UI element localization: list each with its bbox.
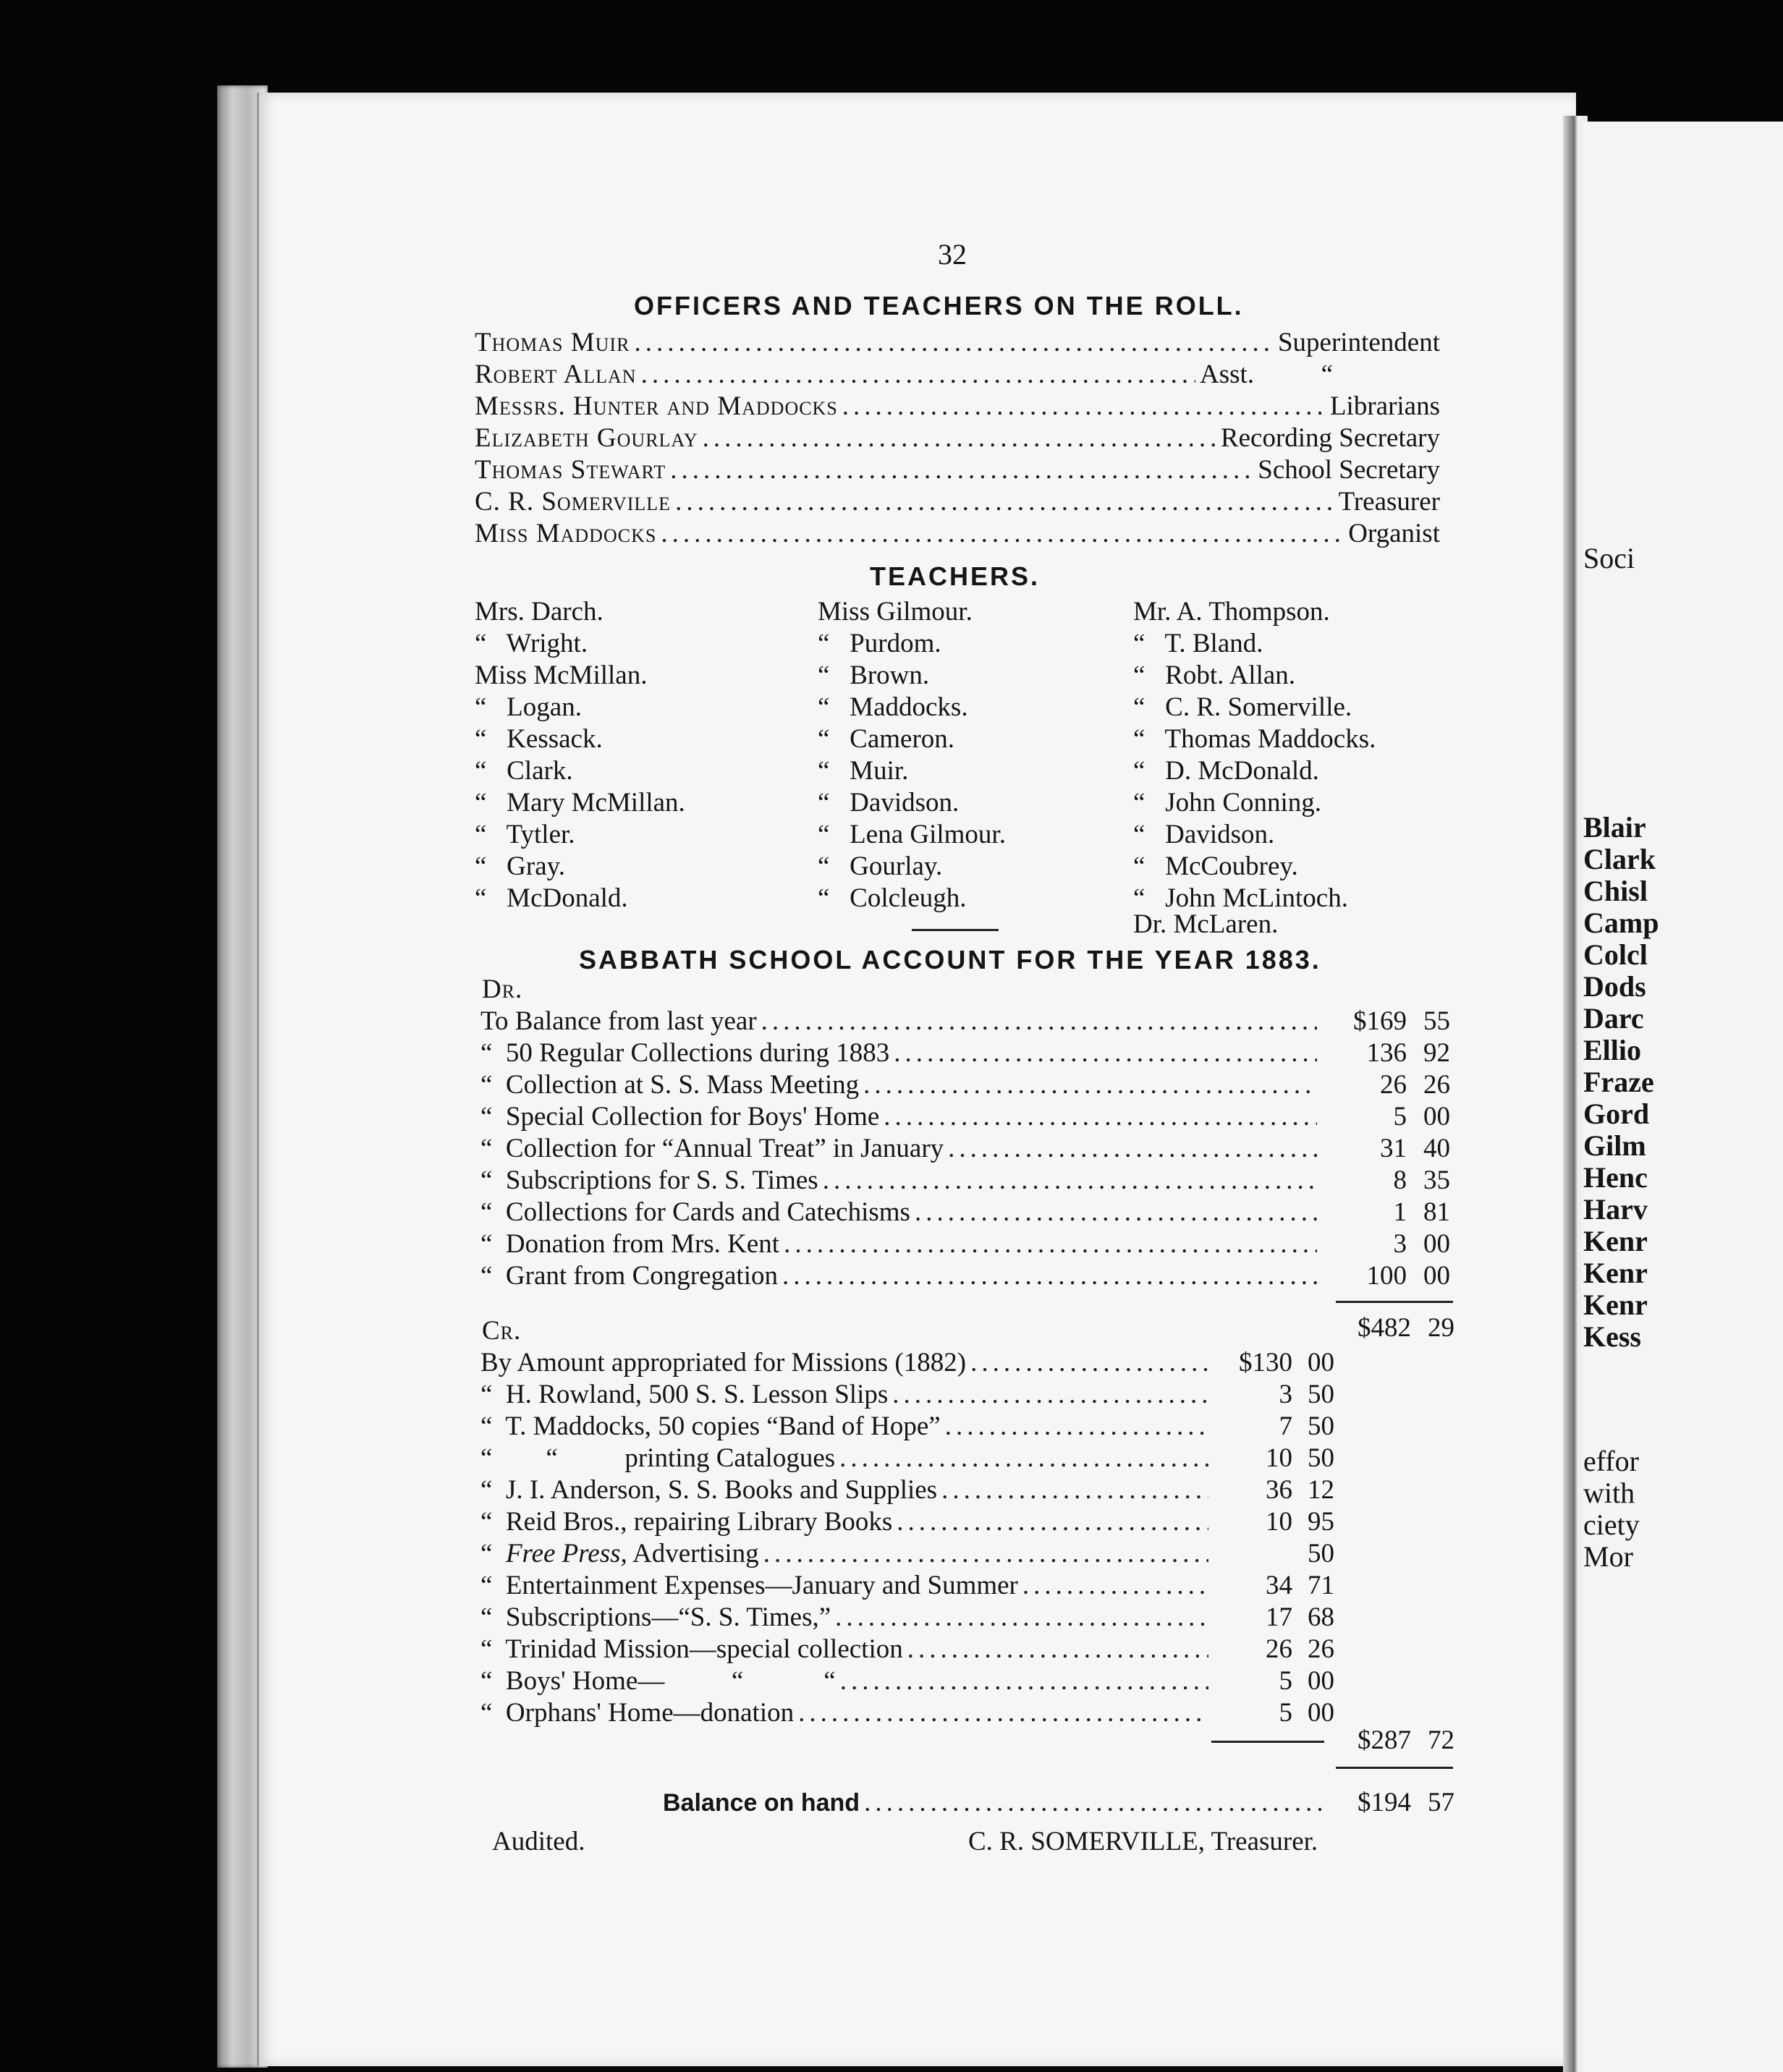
entry-description: “ Special Collection for Boys' Home [480,1102,880,1131]
entry-cents: 50 [1308,1411,1334,1441]
dot-leader [863,1069,1317,1101]
balance-cents: 57 [1428,1788,1454,1817]
total-cents: 72 [1428,1725,1454,1755]
credit-row [480,1379,1334,1411]
credit-row [480,1347,1334,1379]
entry-cents: 00 [1308,1348,1334,1377]
dot-leader [884,1101,1317,1133]
dot-leader [897,1506,1208,1538]
facing-page-word: Henc [1583,1161,1648,1194]
teacher-name: “ John McLintoch. [1133,883,1348,913]
entry-cents: 12 [1308,1475,1334,1505]
officer-role: Superintendent [1277,328,1440,357]
dot-leader [894,1037,1317,1069]
entry-dollars: 3 [1393,1229,1407,1259]
entry-dollars: 17 [1266,1602,1292,1632]
teacher-name: “ Davidson. [1133,820,1275,849]
entry-dollars: 26 [1380,1070,1407,1100]
entry-dollars: 5 [1279,1666,1292,1696]
teacher-name: “ C. R. Somerville. [1133,692,1352,722]
entry-description: “ Collection for “Annual Treat” in January [480,1134,944,1163]
facing-page-word: Kenr [1583,1288,1648,1321]
entry-cents: 35 [1423,1166,1450,1195]
entry-dollars: $130 [1239,1348,1292,1377]
facing-page-word: Chisl [1583,875,1648,907]
total-cents: 29 [1428,1313,1454,1343]
debit-row [480,1228,1450,1260]
debit-row [480,1069,1450,1101]
dot-leader [661,518,1344,550]
dot-leader [641,359,1195,391]
credit-row [480,1665,1334,1697]
officer-role: Recording Secretary [1220,423,1440,453]
entry-dollars: 5 [1279,1698,1292,1728]
facing-page-word: Mor [1583,1540,1633,1573]
entry-cents: 55 [1423,1006,1450,1036]
facing-page-word: Dods [1583,970,1646,1003]
credit-label: Cr. [482,1316,522,1346]
teacher-name: “ Davidson. [818,788,960,818]
teacher-name: “ D. McDonald. [1133,756,1319,786]
facing-page-word: with [1583,1477,1635,1509]
entry-dollars: $169 [1353,1006,1407,1036]
entry-prefix: “ [480,1539,506,1568]
facing-page-word: Harv [1583,1193,1648,1226]
officer-role: Librarians [1329,391,1440,421]
entry-dollars: 8 [1393,1166,1407,1195]
teacher-name: Miss McMillan. [475,661,648,690]
credit-row [480,1538,1334,1570]
facing-page-word: ciety [1583,1508,1640,1541]
entry-cents: 71 [1308,1571,1334,1600]
entry-dollars: 36 [1266,1475,1292,1505]
dot-leader [915,1197,1317,1228]
entry-description: “ “ printing Catalogues [480,1443,836,1473]
teacher-name: “ Cameron. [818,724,955,754]
officer-name: Thomas Muir [475,328,630,357]
credit-row [480,1474,1334,1506]
dot-leader [842,391,1326,423]
dot-leader [839,1443,1208,1474]
debit-row [480,1133,1450,1165]
facing-page-word: Soci [1583,542,1635,574]
facing-page-word: effor [1583,1445,1639,1477]
entry-description: “ H. Rowland, 500 S. S. Lesson Slips [480,1380,889,1409]
facing-page-word: Kenr [1583,1257,1648,1289]
subtotal-rule [1211,1741,1324,1743]
entry-cents: 00 [1308,1698,1334,1728]
entry-dollars: 26 [1266,1634,1292,1664]
teacher-name: “ T. Bland. [1133,629,1263,658]
teacher-name: “ Mary McMillan. [475,788,685,818]
page-number: 32 [938,238,967,271]
dot-leader [892,1379,1208,1411]
entry-description: Advertising [627,1539,759,1568]
entry-description: “ Subscriptions—“S. S. Times,” [480,1602,831,1632]
entry-dollars: 5 [1393,1102,1407,1131]
entry-description: “ Subscriptions for S. S. Times [480,1166,818,1195]
dot-leader [761,1006,1317,1037]
section-divider [912,929,999,931]
dot-leader [970,1347,1208,1379]
entry-description: “ Collections for Cards and Catechisms [480,1197,910,1227]
dot-leader [907,1634,1208,1665]
debit-row [480,1260,1450,1292]
officer-name: Elizabeth Gourlay [475,423,698,453]
total-dollars: $287 [1358,1725,1411,1755]
entry-dollars: 7 [1279,1411,1292,1441]
dot-leader [823,1165,1317,1197]
facing-page-word: Blair [1583,811,1646,844]
entry-dollars: 10 [1266,1507,1292,1537]
officer-row [475,486,1440,518]
dot-leader [634,327,1274,359]
dot-leader [835,1602,1208,1634]
entry-cents: 26 [1423,1070,1450,1100]
entry-dollars: 1 [1393,1197,1407,1227]
entry-dollars: 100 [1366,1261,1407,1291]
dot-leader [782,1260,1317,1292]
balance-row [663,1787,1454,1819]
teacher-name: “ Gourlay. [818,852,943,881]
officer-name: Miss Maddocks [475,519,657,548]
teacher-name: Mrs. Darch. [475,597,603,627]
teacher-name: “ Logan. [475,692,582,722]
entry-cents: 50 [1308,1443,1334,1473]
teacher-name: “ John Conning. [1133,788,1322,818]
dot-leader [948,1133,1317,1165]
officers-heading: OFFICERS AND TEACHERS ON THE ROLL. [634,291,1244,320]
dot-leader [945,1411,1208,1443]
teacher-name: “ Maddocks. [818,692,968,722]
officer-role: Asst. “ [1200,360,1333,389]
officer-role: Treasurer [1338,487,1440,517]
total-rule [1336,1301,1453,1303]
facing-page-word: Fraze [1583,1066,1654,1098]
credit-row [480,1697,1334,1729]
balance-label: Balance on hand [663,1789,860,1817]
entry-dollars: 34 [1266,1571,1292,1600]
teacher-name: “ McDonald. [475,883,628,913]
officer-row [475,423,1440,454]
audited-label: Audited. [492,1827,585,1856]
entry-dollars: 136 [1366,1038,1407,1068]
facing-page-word: Ellio [1583,1034,1642,1066]
officer-name: Thomas Stewart [475,455,666,485]
entry-description: “ Entertainment Expenses—January and Summer [480,1571,1018,1600]
dot-leader [1022,1570,1208,1602]
credit-row [480,1411,1334,1443]
entry-dollars: 10 [1266,1443,1292,1473]
facing-page-word: Darc [1583,1002,1644,1035]
account-heading: SABBATH SCHOOL ACCOUNT FOR THE YEAR 1883. [579,945,1321,975]
entry-description: “ Collection at S. S. Mass Meeting [480,1070,860,1100]
entry-cents: 68 [1308,1602,1334,1632]
entry-description: “ Grant from Congregation [480,1261,778,1291]
entry-description: By Amount appropriated for Missions (1882) [480,1348,967,1377]
credit-total [1321,1725,1454,1757]
teacher-name: “ Lena Gilmour. [818,820,1006,849]
officer-name: C. R. Somerville [475,487,672,517]
debit-row [480,1165,1450,1197]
credit-row [480,1570,1334,1602]
teacher-name: “ Thomas Maddocks. [1133,724,1376,754]
facing-page-word: Gilm [1583,1129,1646,1162]
debit-row [480,1006,1450,1037]
entry-description: “ Reid Bros., repairing Library Books [480,1507,893,1537]
facing-page-word: Kess [1583,1320,1641,1353]
facing-page-word: Gord [1583,1097,1650,1130]
entry-description: To Balance from last year [480,1006,757,1036]
officer-role: School Secretary [1258,455,1440,485]
teacher-name: “ Purdom. [818,629,941,658]
facing-page-word: Colcl [1583,938,1648,971]
officer-row [475,454,1440,486]
facing-page-word: Clark [1583,843,1656,875]
officer-name: Messrs. Hunter and Maddocks [475,391,838,421]
officer-role: Organist [1348,519,1440,548]
entry-cents: 50 [1308,1380,1334,1409]
teacher-name: “ Clark. [475,756,573,786]
officer-row [475,359,1333,391]
entry-cents: 92 [1423,1038,1450,1068]
dot-leader [840,1665,1208,1697]
dot-leader [703,423,1216,454]
balance-rule [1336,1767,1453,1769]
credit-row [480,1602,1334,1634]
entry-cents: 00 [1423,1229,1450,1259]
dot-leader [675,486,1334,518]
debit-row [480,1101,1450,1133]
teacher-name: Miss Gilmour. [818,597,973,627]
dot-leader [763,1538,1208,1570]
entry-description: “ Orphans' Home—donation [480,1698,795,1728]
teacher-name: “ McCoubrey. [1133,852,1298,881]
entry-cents: 26 [1308,1634,1334,1664]
entry-cents: 00 [1423,1102,1450,1131]
dot-leader [784,1228,1317,1260]
entry-cents: 00 [1423,1261,1450,1291]
debit-row [480,1197,1450,1228]
teacher-name: Mr. A. Thompson. [1133,597,1330,627]
debit-total [1321,1312,1454,1344]
officer-row [475,327,1440,359]
teacher-name: “ Robt. Allan. [1133,661,1296,690]
teacher-name: “ Gray. [475,852,565,881]
teacher-name: Dr. McLaren. [1133,909,1279,939]
entry-cents: 95 [1308,1507,1334,1537]
officer-row [475,391,1440,423]
debit-label: Dr. [482,975,523,1004]
facing-page-word: Camp [1583,906,1659,939]
entry-description: “ T. Maddocks, 50 copies “Band of Hope” [480,1411,941,1441]
credit-row [480,1443,1334,1474]
teacher-name: “ Tytler. [475,820,575,849]
entry-cents: 00 [1308,1666,1334,1696]
officer-name: Robert Allan [475,360,637,389]
teacher-name: “ Colcleugh. [818,883,967,913]
entry-description: “ Donation from Mrs. Kent [480,1229,780,1259]
teacher-name: “ Wright. [475,629,588,658]
entry-description: “ Boys' Home— “ “ [480,1666,836,1696]
entry-cents: 40 [1423,1134,1450,1163]
entry-description: “ 50 Regular Collections during 1883 [480,1038,890,1068]
credit-row [480,1506,1334,1538]
entry-dollars: 3 [1279,1380,1292,1409]
dot-leader [864,1787,1321,1819]
facing-page-word: Kenr [1583,1225,1648,1257]
entry-description: “ Trinidad Mission—special collection [480,1634,903,1664]
entry-description: “ J. I. Anderson, S. S. Books and Supplies [480,1475,938,1505]
dot-leader [798,1697,1208,1729]
entry-cents: 50 [1308,1539,1334,1568]
total-dollars: $482 [1358,1313,1411,1343]
entry-dollars: 31 [1380,1134,1407,1163]
teacher-name: “ Brown. [818,661,930,690]
dot-leader [941,1474,1208,1506]
teacher-name: “ Kessack. [475,724,603,754]
teachers-heading: TEACHERS. [870,561,1041,591]
dot-leader [670,454,1253,486]
treasurer-signature: C. R. SOMERVILLE, Treasurer. [968,1827,1318,1856]
entry-description-italic: Free Press, [505,1539,627,1568]
balance-dollars: $194 [1358,1788,1411,1817]
teacher-name: “ Muir. [818,756,909,786]
entry-cents: 81 [1423,1197,1450,1227]
officer-row [475,518,1440,550]
credit-row [480,1634,1334,1665]
debit-row [480,1037,1450,1069]
